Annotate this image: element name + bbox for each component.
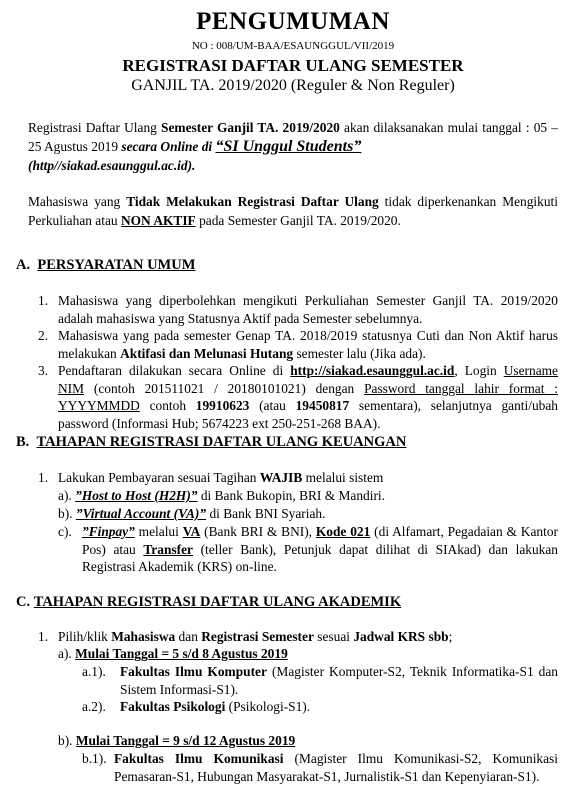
text-segment: melalui sistem <box>302 470 384 485</box>
text-segment: di Bank Bukopin, BRI & Mandiri. <box>197 488 385 503</box>
payment-option-a <box>58 487 558 505</box>
kode-021: Kode 021 <box>315 524 371 539</box>
intro-paragraph-1 <box>28 118 558 175</box>
mahasiswa-label: Mahasiswa <box>111 629 176 644</box>
schedule-b-date: Mulai Tanggal = 9 s/d 12 Agustus 2019 <box>75 733 296 748</box>
section-c-label: C. <box>16 594 31 610</box>
password-format: Password tanggal lahir format : YYYYMMDD <box>58 380 558 413</box>
text-segment: sementara), selanjutnya ganti/ubah password (Informasi Hub; 5674223 ext 250-251-268 BAA). <box>58 398 558 431</box>
section-c-title: TAHAPAN REGISTRASI DAFTAR ULANG AKADEMIK <box>33 594 402 610</box>
schedule-a-date: Mulai Tanggal = 5 s/d 8 Agustus 2019 <box>75 646 288 661</box>
sub-text <box>120 698 558 716</box>
text-segment: dan <box>175 629 202 644</box>
si-unggul-link[interactable]: “SI Unggul Students” <box>215 138 362 155</box>
text-segment: Pendaftaran dilakukan secara Online di <box>58 363 291 378</box>
text-segment: semester lalu (Jika ada). <box>293 345 426 361</box>
subtitle-period: GANJIL TA. 2019/2020 (Reguler & Non Reguler) <box>131 77 455 94</box>
text-segment: (Magister Ilmu Komunikasi-S2, Komunikasi Pemasaran-S1, Hubungan Masyarakat-S1, Jurnalistik-S1 dan Kepenyiaran-S1). <box>114 751 558 784</box>
faculty-name: Fakultas Ilmu Komputer <box>120 664 267 679</box>
wajib-label: WAJIB <box>259 470 303 485</box>
va-label: ”Virtual Account (VA)” <box>75 506 207 521</box>
text-segment: (teller Bank), Petunjuk dapat dilihat di SIAkad) dan lakukan Registrasi Akademik (KRS) on-line. <box>82 541 558 574</box>
intro2-text-3: pada Semester Ganjil TA. 2019/2020. <box>195 213 401 228</box>
va-short: VA <box>182 524 201 539</box>
text-segment: Lakukan Pembayaran sesuai Tagihan <box>58 470 260 485</box>
username-label: Username NIM <box>58 363 559 396</box>
sub-label: b). <box>58 506 73 521</box>
intro2-text-2: tidak diperkenankan Mengikuti Perkuliahan atau <box>28 194 558 228</box>
list-number: 2. <box>38 328 49 343</box>
example-date: 19910623 <box>195 398 250 413</box>
intro-semester: Semester Ganjil TA. 2019/2020 <box>161 120 340 135</box>
text-segment: (atau <box>249 398 296 413</box>
text-segment: , Login <box>454 363 504 378</box>
intro-paragraph-2 <box>28 192 558 230</box>
list-text: Mahasiswa yang diperbolehkan mengikuti Perkuliahan Semester Ganjil TA. 2019/2020 adalah mahasiswa yang Statusnya Aktif pada Semester sebelumnya. <box>58 293 558 326</box>
text-segment: (Psikologi-S1). <box>225 699 311 714</box>
text-segment: Pilih/klik <box>58 629 112 644</box>
finpay-label: ”Finpay” <box>82 524 135 539</box>
section-b-heading <box>16 434 406 451</box>
intro2-text: Mahasiswa yang <box>28 194 127 209</box>
list-number: 1. <box>38 293 49 308</box>
section-a-title: PERSYARATAN UMUM <box>37 257 196 273</box>
sub-label: a). <box>58 488 72 503</box>
section-b-label: B. <box>16 434 30 450</box>
registrasi-semester-label: Registrasi Semester <box>201 629 314 644</box>
sub-label: b.1). <box>82 751 107 766</box>
section-a-label: A. <box>16 257 31 273</box>
sub-label: a). <box>58 646 72 661</box>
sub-text <box>82 523 558 576</box>
announcement-number: NO : 008/UM-BAA/ESAUNGGUL/VII/2019 <box>191 40 395 52</box>
list-number: 3. <box>38 363 49 378</box>
list-text <box>58 327 558 362</box>
siakad-link[interactable]: http://siakad.esaunggul.ac.id <box>290 363 455 378</box>
siakad-url[interactable]: (http//siakad.esaunggul.ac.id). <box>28 158 196 173</box>
section-a-heading <box>16 257 195 274</box>
text-segment: (contoh 201511021 / 20180101021) dengan <box>84 380 365 396</box>
list-text <box>58 469 558 487</box>
text-segment: contoh <box>139 398 196 413</box>
intro-date: akan dilaksanakan mulai tanggal : 05 – 25 Agustus 2019 <box>28 120 559 154</box>
text-segment: ; <box>448 629 453 644</box>
text-segment: (Magister Komputer-S2, Teknik Informatika-S1 dan Sistem Informasi-S1). <box>120 664 559 697</box>
text-segment: (di Alfamart, Pegadaian & Kantor Pos) atau <box>82 524 558 557</box>
sub-label: a.2). <box>82 699 106 714</box>
sub-text <box>114 750 558 785</box>
list-number: 1. <box>38 629 49 644</box>
section-b-title: TAHAPAN REGISTRASI DAFTAR ULANG KEUANGAN <box>36 434 407 450</box>
transfer-label: Transfer <box>143 541 193 557</box>
schedule-a <box>58 645 558 663</box>
text-segment: sesuai <box>313 629 354 644</box>
text-segment: di Bank BNI Syariah. <box>206 506 326 521</box>
intro-online: secara Online di <box>121 139 216 154</box>
sub-text <box>120 663 558 698</box>
list-text <box>58 362 558 432</box>
section-c-heading <box>16 594 401 611</box>
example-date-2: 19450817 <box>295 398 350 413</box>
faculty-name: Fakultas Ilmu Komunikasi <box>114 751 284 766</box>
sub-label: b). <box>58 733 73 748</box>
text-segment: Mahasiswa yang pada semester Genap TA. 2018/2019 statusnya Cuti dan Non Aktif harus melakukan <box>58 328 558 361</box>
list-text <box>58 628 558 646</box>
text-bold: Aktifasi dan Melunasi Hutang <box>120 345 294 361</box>
intro-text: Registrasi Daftar Ulang <box>28 120 162 135</box>
schedule-b <box>58 732 558 750</box>
sub-label: c). <box>58 524 72 539</box>
faculty-name: Fakultas Psikologi <box>120 699 226 714</box>
intro2-bold: Tidak Melakukan Registrasi Daftar Ulang <box>126 194 379 209</box>
h2h-label: ”Host to Host (H2H)” <box>75 488 198 503</box>
text-segment: melalui <box>134 524 183 539</box>
page-title: PENGUMUMAN <box>196 8 390 35</box>
list-number: 1. <box>38 470 49 485</box>
sub-label: a.1). <box>82 664 106 679</box>
subtitle-registration: REGISTRASI DAFTAR ULANG SEMESTER <box>122 56 464 75</box>
non-aktif-label: NON AKTIF <box>120 213 196 228</box>
jadwal-krs-label: Jadwal KRS sbb <box>353 629 449 644</box>
payment-option-b <box>58 505 558 523</box>
text-segment: (Bank BRI & BNI), <box>200 524 316 539</box>
